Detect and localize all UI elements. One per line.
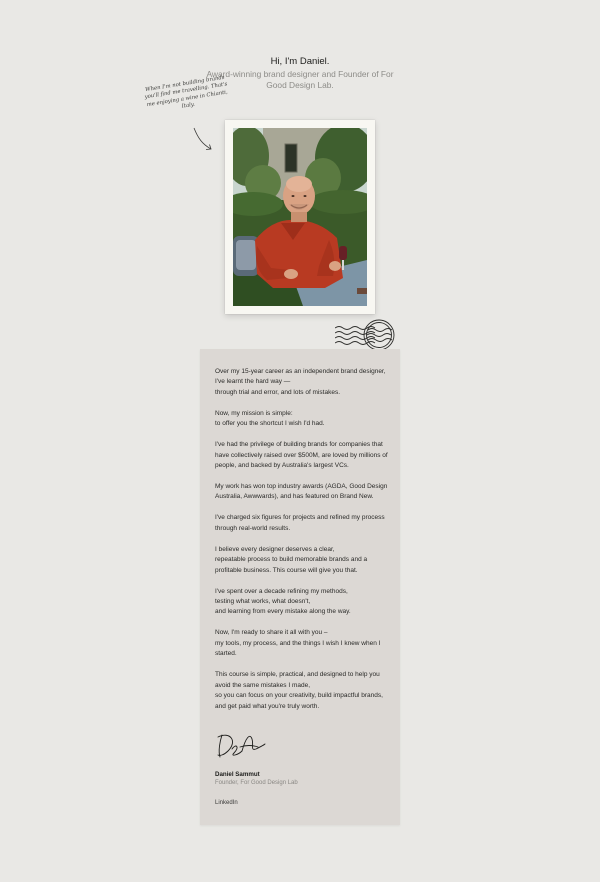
- portrait-photo: [233, 128, 367, 306]
- signature-image: [214, 729, 266, 761]
- signer-role: Founder, For Good Design Lab: [215, 780, 298, 786]
- letter-paragraph: I believe every designer deserves a clear, repeatable process to build memorable brands and a profitable business. This course will give you that.: [215, 545, 368, 574]
- letter-paragraph: This course is simple, practical, and designed to help you avoid the same mistakes I made, so you can focus on your creativity, build impactful brands, and get paid what you're truly worth.: [215, 671, 383, 710]
- letter-paragraph: My work has won top industry awards (AGDA, Good Design Australia, Awwwards), and has featured on Brand New.: [215, 483, 388, 501]
- letter-card: [200, 349, 400, 825]
- intro-greeting: Hi, I'm Daniel.: [270, 56, 330, 67]
- portrait-illustration: [233, 128, 367, 306]
- letter-paragraph: I've spent over a decade refining my methods, testing what works, what doesn't, and learning from every mistake along the way.: [215, 587, 351, 616]
- curved-arrow-icon: [192, 126, 214, 152]
- postmark-stamp-icon: [335, 318, 397, 352]
- intro-subtitle: Award-winning brand designer and Founder of For Good Design Lab.: [206, 69, 394, 90]
- handwritten-note: When I'm not building brands you'll find me travelling. That's me enjoying a wine in Chianti, Italy.: [144, 74, 229, 110]
- letter-paragraph: I've charged six figures for projects and refined my process through real-world results.: [215, 514, 385, 532]
- letter-paragraph: Now, I'm ready to share it all with you – my tools, my process, and the things I wish I knew when I started.: [215, 629, 381, 658]
- letter-paragraph: I've had the privilege of building brands for companies that have collectively raised over $500M, are loved by millions of people, and backed by Australia's largest VCs.: [215, 441, 388, 470]
- letter-body: [215, 367, 395, 723]
- intro-header: [0, 56, 600, 91]
- polaroid-photo-frame: [225, 120, 375, 314]
- letter-paragraph: Now, my mission is simple: to offer you the shortcut I wish I'd had.: [215, 409, 325, 428]
- signer-name: Daniel Sammut: [215, 771, 260, 778]
- linkedin-link[interactable]: LinkedIn: [215, 800, 238, 806]
- letter-paragraph: Over my 15-year career as an independent brand designer, I've learnt the hard way — through trial and error, and lots of mistakes.: [215, 368, 386, 396]
